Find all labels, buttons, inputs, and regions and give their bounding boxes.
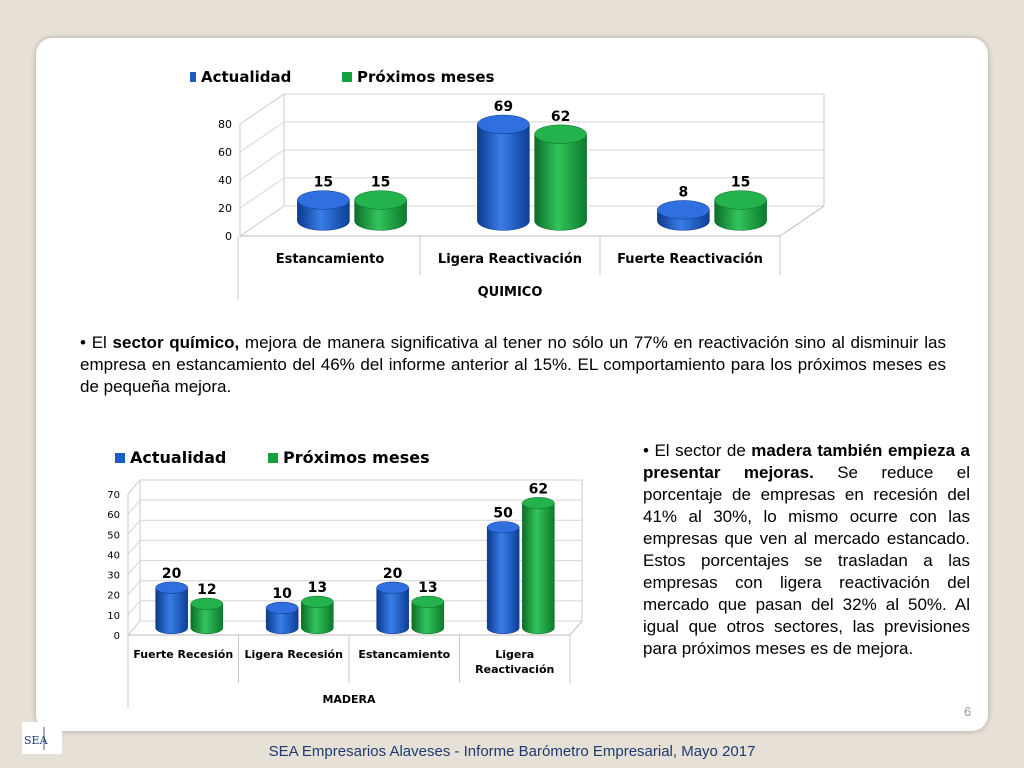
- y-tick-label: 60: [218, 146, 232, 159]
- paragraph-quimico: • El sector químico, mejora de manera significativa al tener no sólo un 77% en reactivación sino al disminuir las empresa en estancamiento del 46% del informe anterior al 15%. EL comportamiento para los próximos meses es de pequeña mejora.: [80, 333, 947, 396]
- footer: SEA Empresarios Alaveses - Informe Barómetro Empresarial, Mayo 2017: [268, 743, 756, 760]
- gridline: [240, 94, 824, 124]
- bar-proximos-3: [715, 191, 767, 231]
- legend-actualidad: Actualidad: [130, 448, 227, 467]
- bar-actualidad-3-top: [657, 200, 709, 219]
- legend-swatch-actualidad: [190, 72, 196, 82]
- bar-proximos-1-top: [355, 191, 407, 210]
- bar-actualidad-1-top: [156, 582, 188, 594]
- chart-quimico: [190, 60, 840, 310]
- bar-actualidad-1-body: [156, 588, 188, 634]
- data-label: 13: [307, 580, 328, 597]
- bar-proximos-3-top: [715, 191, 767, 210]
- slide-number: 6: [964, 704, 972, 719]
- data-label: 15: [370, 174, 391, 191]
- bar-proximos-4-top: [522, 497, 554, 509]
- category-label: Ligera Reactivación: [437, 252, 583, 267]
- data-label: 62: [550, 108, 571, 125]
- data-label: 62: [528, 481, 549, 498]
- data-label: 13: [418, 580, 438, 597]
- gridline: [128, 500, 582, 514]
- bar-actualidad-4: [487, 522, 519, 634]
- bar-actualidad-1: [156, 582, 188, 634]
- chart-axis-title: MADERA: [322, 693, 376, 706]
- data-label: 50: [493, 505, 513, 522]
- bar-proximos-2: [301, 596, 333, 634]
- bullet: •: [643, 441, 649, 460]
- y-tick-label: 0: [113, 631, 120, 642]
- y-tick-label: 20: [107, 590, 120, 602]
- y-tick-label: 70: [107, 490, 120, 501]
- category-label: Fuerte Recesión: [133, 648, 234, 661]
- bar-actualidad-1: [297, 191, 349, 231]
- y-tick-label: 80: [218, 118, 232, 131]
- category-label: Estancamiento: [275, 252, 385, 267]
- legend-swatch-proximos: [268, 453, 278, 463]
- category-label: Reactivación: [475, 663, 555, 676]
- data-label: 15: [313, 174, 334, 191]
- data-label: 20: [382, 565, 403, 582]
- bar-proximos-2: [535, 125, 587, 231]
- bar-actualidad-1-top: [297, 191, 349, 210]
- category-label: Ligera Recesión: [244, 648, 343, 661]
- legend-actualidad: Actualidad: [201, 68, 292, 86]
- bar-actualidad-4-top: [487, 522, 519, 534]
- y-tick-label: 0: [225, 230, 232, 243]
- side-wall: [128, 480, 140, 635]
- bar-actualidad-4-body: [487, 527, 519, 633]
- logo-text: SEA: [24, 734, 48, 747]
- bar-proximos-2-top: [301, 596, 333, 608]
- bar-actualidad-2-body: [477, 124, 529, 230]
- data-label: 15: [730, 174, 751, 191]
- legend-proximos: Próximos meses: [357, 68, 495, 86]
- category-label: Fuerte Reactivación: [617, 252, 763, 267]
- data-label: 12: [197, 582, 217, 599]
- bar-proximos-3: [412, 596, 444, 634]
- chart-legend: [115, 448, 430, 467]
- category-label: Ligera: [495, 648, 535, 661]
- bar-actualidad-2: [477, 115, 529, 230]
- y-tick-label: 30: [107, 570, 120, 582]
- y-tick-label: 50: [107, 530, 120, 542]
- chart-axis-title: QUIMICO: [477, 285, 543, 300]
- bar-proximos-1: [355, 191, 407, 231]
- bar-actualidad-2: [266, 602, 298, 634]
- bar-proximos-1-top: [191, 598, 223, 610]
- bar-actualidad-2-top: [477, 115, 529, 134]
- y-tick-label: 60: [107, 510, 120, 522]
- category-label: Estancamiento: [358, 648, 451, 661]
- gridline: [128, 480, 582, 494]
- bar-actualidad-2-top: [266, 602, 298, 614]
- legend-proximos: Próximos meses: [283, 448, 430, 467]
- data-label: 20: [161, 565, 182, 582]
- highlight-sector-quimico: sector químico,: [112, 333, 240, 352]
- bar-actualidad-3-body: [377, 588, 409, 634]
- highlight-sector-madera: madera también empieza a presentar mejoras.: [643, 441, 970, 482]
- bar-proximos-4: [522, 497, 554, 633]
- legend-swatch-actualidad: [115, 453, 125, 463]
- chart-legend: [190, 68, 495, 86]
- legend-swatch-proximos: [342, 72, 352, 82]
- bar-proximos-1: [191, 598, 223, 634]
- bar-proximos-3-top: [412, 596, 444, 608]
- bar-proximos-2-body: [535, 134, 587, 230]
- bar-actualidad-3: [377, 582, 409, 634]
- data-label: 69: [493, 99, 514, 116]
- data-label: 10: [272, 586, 292, 603]
- y-tick-label: 10: [107, 610, 120, 622]
- bar-actualidad-3: [657, 200, 709, 230]
- chart-madera: [70, 440, 585, 715]
- bar-proximos-4-body: [522, 503, 554, 634]
- y-tick-label: 40: [218, 174, 232, 187]
- gridline: [240, 122, 824, 152]
- paragraph-madera: • El sector de madera también empieza a presentar mejoras. Se reduce el porcentaje de empresas en recesión del 41% al 30%, lo mismo ocurre con las empresas que ven al mercado estancado. Estos porcentajes se trasladan a las empresas con ligera reactivación del mercado que pasan del 32% al 50%. Al igual que otros sectores, las previsiones para próximos meses es de mejora.: [643, 441, 970, 658]
- y-tick-label: 40: [107, 550, 120, 562]
- bar-proximos-2-top: [535, 125, 587, 144]
- bar-actualidad-3-top: [377, 582, 409, 594]
- data-label: 8: [678, 184, 689, 201]
- y-tick-label: 20: [218, 202, 232, 215]
- bullet: •: [80, 333, 86, 352]
